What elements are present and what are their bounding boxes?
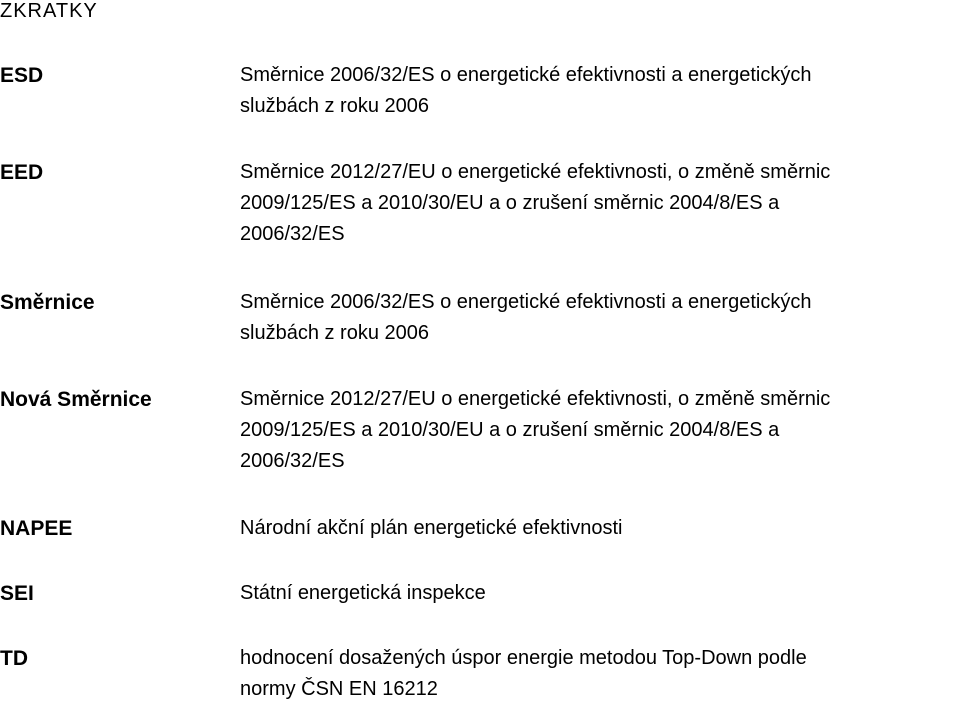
definition-line: normy ČSN EN 16212 [240,678,438,700]
definition-line: službách z roku 2006 [240,322,430,344]
definition-line: Směrnice 2006/32/ES o energetické efektivnosti a energetických [240,64,812,86]
entry-definition [240,60,958,122]
entry-definition [240,643,958,705]
definition-line: Státní energetická inspekce [240,582,486,604]
definition-line: Směrnice 2012/27/EU o energetické efektivnosti, o změně směrnic [240,388,831,410]
page-heading: ZKRATKY [0,0,98,22]
entry-abbreviation: EED [0,161,44,184]
entry-definition [240,287,958,349]
definition-line: 2006/32/ES [240,223,345,245]
definition-line: 2006/32/ES [240,450,345,472]
definition-line: Směrnice 2006/32/ES o energetické efektivnosti a energetických [240,291,812,313]
definition-line: Směrnice 2012/27/EU o energetické efektivnosti, o změně směrnic [240,161,831,183]
entry-abbreviation: NAPEE [0,517,73,540]
entry-definition [240,384,958,477]
entry-abbreviation: TD [0,647,28,670]
entry-abbreviation: ESD [0,64,44,87]
definition-line: službách z roku 2006 [240,95,430,117]
entry-abbreviation: Nová Směrnice [0,388,152,411]
entry-definition [240,513,958,544]
definition-line: Národní akční plán energetické efektivnosti [240,517,623,539]
definition-line: 2009/125/ES a 2010/30/EU a o zrušení směrnic 2004/8/ES a [240,419,780,441]
entry-abbreviation: SEI [0,582,34,605]
definition-line: hodnocení dosažených úspor energie metodou Top-Down podle [240,647,807,669]
entry-definition [240,157,958,250]
entry-definition [240,578,958,609]
definition-line: 2009/125/ES a 2010/30/EU a o zrušení směrnic 2004/8/ES a [240,192,780,214]
entry-abbreviation: Směrnice [0,291,95,314]
